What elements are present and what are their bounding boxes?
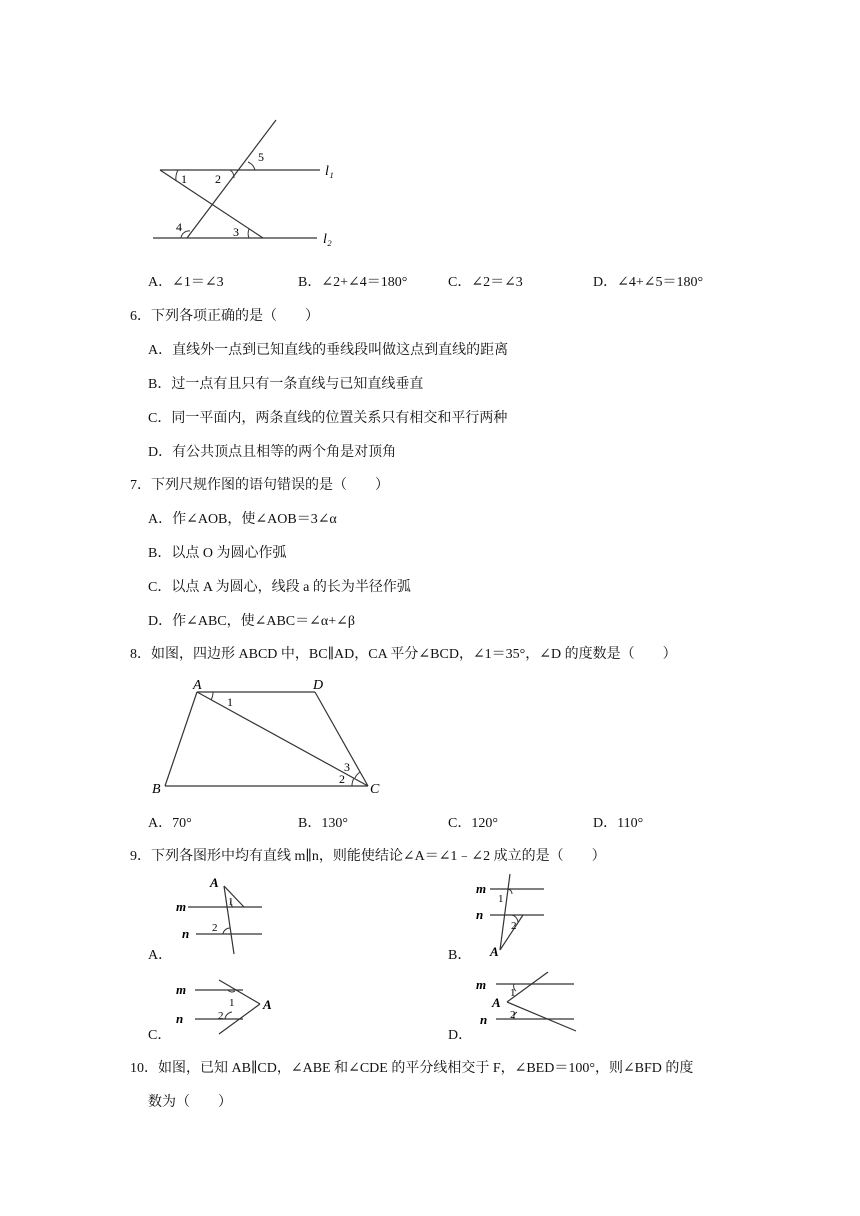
q9d-m-label: m — [476, 977, 487, 992]
q10-stem-line1: 10．如图，已知 AB∥CD，∠ABE 和∠CDE 的平分线相交于 F，∠BED＝100°，则∠BFD 的度 — [130, 1061, 694, 1076]
q9c-angle1-label: 1 — [229, 997, 235, 1009]
q8-vertex-d: D — [313, 678, 324, 693]
q8-vertex-c: C — [370, 782, 380, 797]
q8-vertex-a: A — [193, 678, 202, 693]
q9a-angle1-label: 1 — [228, 896, 234, 908]
q5-angle4-label: 4 — [176, 220, 182, 234]
q9-figure-c — [170, 972, 290, 1037]
q7-option-d: D．作∠ABC，使∠ABC＝∠α+∠β — [148, 614, 355, 629]
q5-option-d: D．∠4+∠5＝180° — [593, 275, 704, 290]
q5-figure — [145, 115, 365, 255]
q8-angle3-label: 3 — [344, 760, 350, 774]
q5-angle5-label: 5 — [258, 150, 264, 164]
q8-angle1-label: 1 — [227, 695, 233, 709]
q9-figure-b-option: B． — [448, 948, 472, 963]
q10-stem-line2: 数为（ ） — [148, 1095, 232, 1110]
q8-option-c: C．120° — [448, 816, 498, 831]
q9a-angle2-label: 2 — [212, 922, 218, 934]
q6-stem: 6．下列各项正确的是（ ） — [130, 309, 319, 324]
q9d-a-label: A — [492, 995, 501, 1010]
q9c-a-label: A — [263, 997, 272, 1012]
q5-angle2-label: 2 — [215, 172, 221, 186]
q9-stem: 9．下列各图形中均有直线 m∥n，则能使结论∠A＝∠1﹣∠2 成立的是（ ） — [130, 849, 606, 864]
q9c-m-label: m — [176, 982, 187, 997]
q5-option-b: B．∠2+∠4＝180° — [298, 275, 408, 290]
q8-option-a: A．70° — [148, 816, 192, 831]
q8-figure — [145, 675, 395, 800]
q5-l1-label: l₁ — [325, 164, 334, 179]
q9-figure-a-option: A． — [148, 948, 173, 963]
q7-option-c: C．以点 A 为圆心，线段 a 的长为半径作弧 — [148, 580, 411, 595]
q9c-angle2-label: 2 — [218, 1010, 224, 1022]
q7-stem: 7．下列尺规作图的语句错误的是（ ） — [130, 478, 389, 493]
q9b-m-label: m — [476, 881, 487, 896]
q9b-n-label: n — [476, 907, 484, 922]
q8-vertex-b: B — [152, 782, 161, 797]
q5-l2-label: l₂ — [323, 232, 332, 247]
q5-angle1-label: 1 — [181, 172, 187, 186]
q6-option-b: B．过一点有且只有一条直线与已知直线垂直 — [148, 377, 424, 392]
q7-option-b: B．以点 O 为圆心作弧 — [148, 546, 287, 561]
q9a-n-label: n — [182, 926, 190, 941]
q9a-m-label: m — [176, 899, 187, 914]
q8-angle2-label: 2 — [339, 772, 345, 786]
q9b-a-label: A — [490, 944, 499, 959]
q9d-n-label: n — [480, 1012, 488, 1027]
q5-angle3-label: 3 — [233, 225, 239, 239]
q8-stem: 8．如图，四边形 ABCD 中，BC∥AD，CA 平分∠BCD，∠1＝35°，∠D 的度数是（ ） — [130, 647, 677, 662]
q9b-angle1-label: 1 — [498, 893, 504, 905]
q6-option-a: A．直线外一点到已知直线的垂线段叫做这点到直线的距离 — [148, 343, 509, 358]
q5-option-a: A．∠1＝∠3 — [148, 275, 224, 290]
q9-figure-d — [470, 972, 590, 1037]
q9a-a-label: A — [210, 875, 219, 890]
q9b-angle2-label: 2 — [511, 920, 517, 932]
q6-option-c: C．同一平面内，两条直线的位置关系只有相交和平行两种 — [148, 411, 508, 426]
q9-figure-d-option: D． — [448, 1028, 473, 1043]
q7-option-a: A．作∠AOB，使∠AOB＝3∠α — [148, 512, 337, 527]
q6-option-d: D．有公共顶点且相等的两个角是对顶角 — [148, 445, 397, 460]
q8-option-b: B．130° — [298, 816, 348, 831]
q8-option-d: D．110° — [593, 816, 644, 831]
q9c-n-label: n — [176, 1011, 184, 1026]
q9d-angle1-label: 1 — [510, 987, 516, 999]
q9-figure-b — [470, 872, 570, 957]
q9-figure-a — [170, 872, 270, 957]
q5-option-c: C．∠2＝∠3 — [448, 275, 523, 290]
q9d-angle2-label: 2 — [510, 1009, 516, 1021]
q9-figure-c-option: C． — [148, 1028, 172, 1043]
